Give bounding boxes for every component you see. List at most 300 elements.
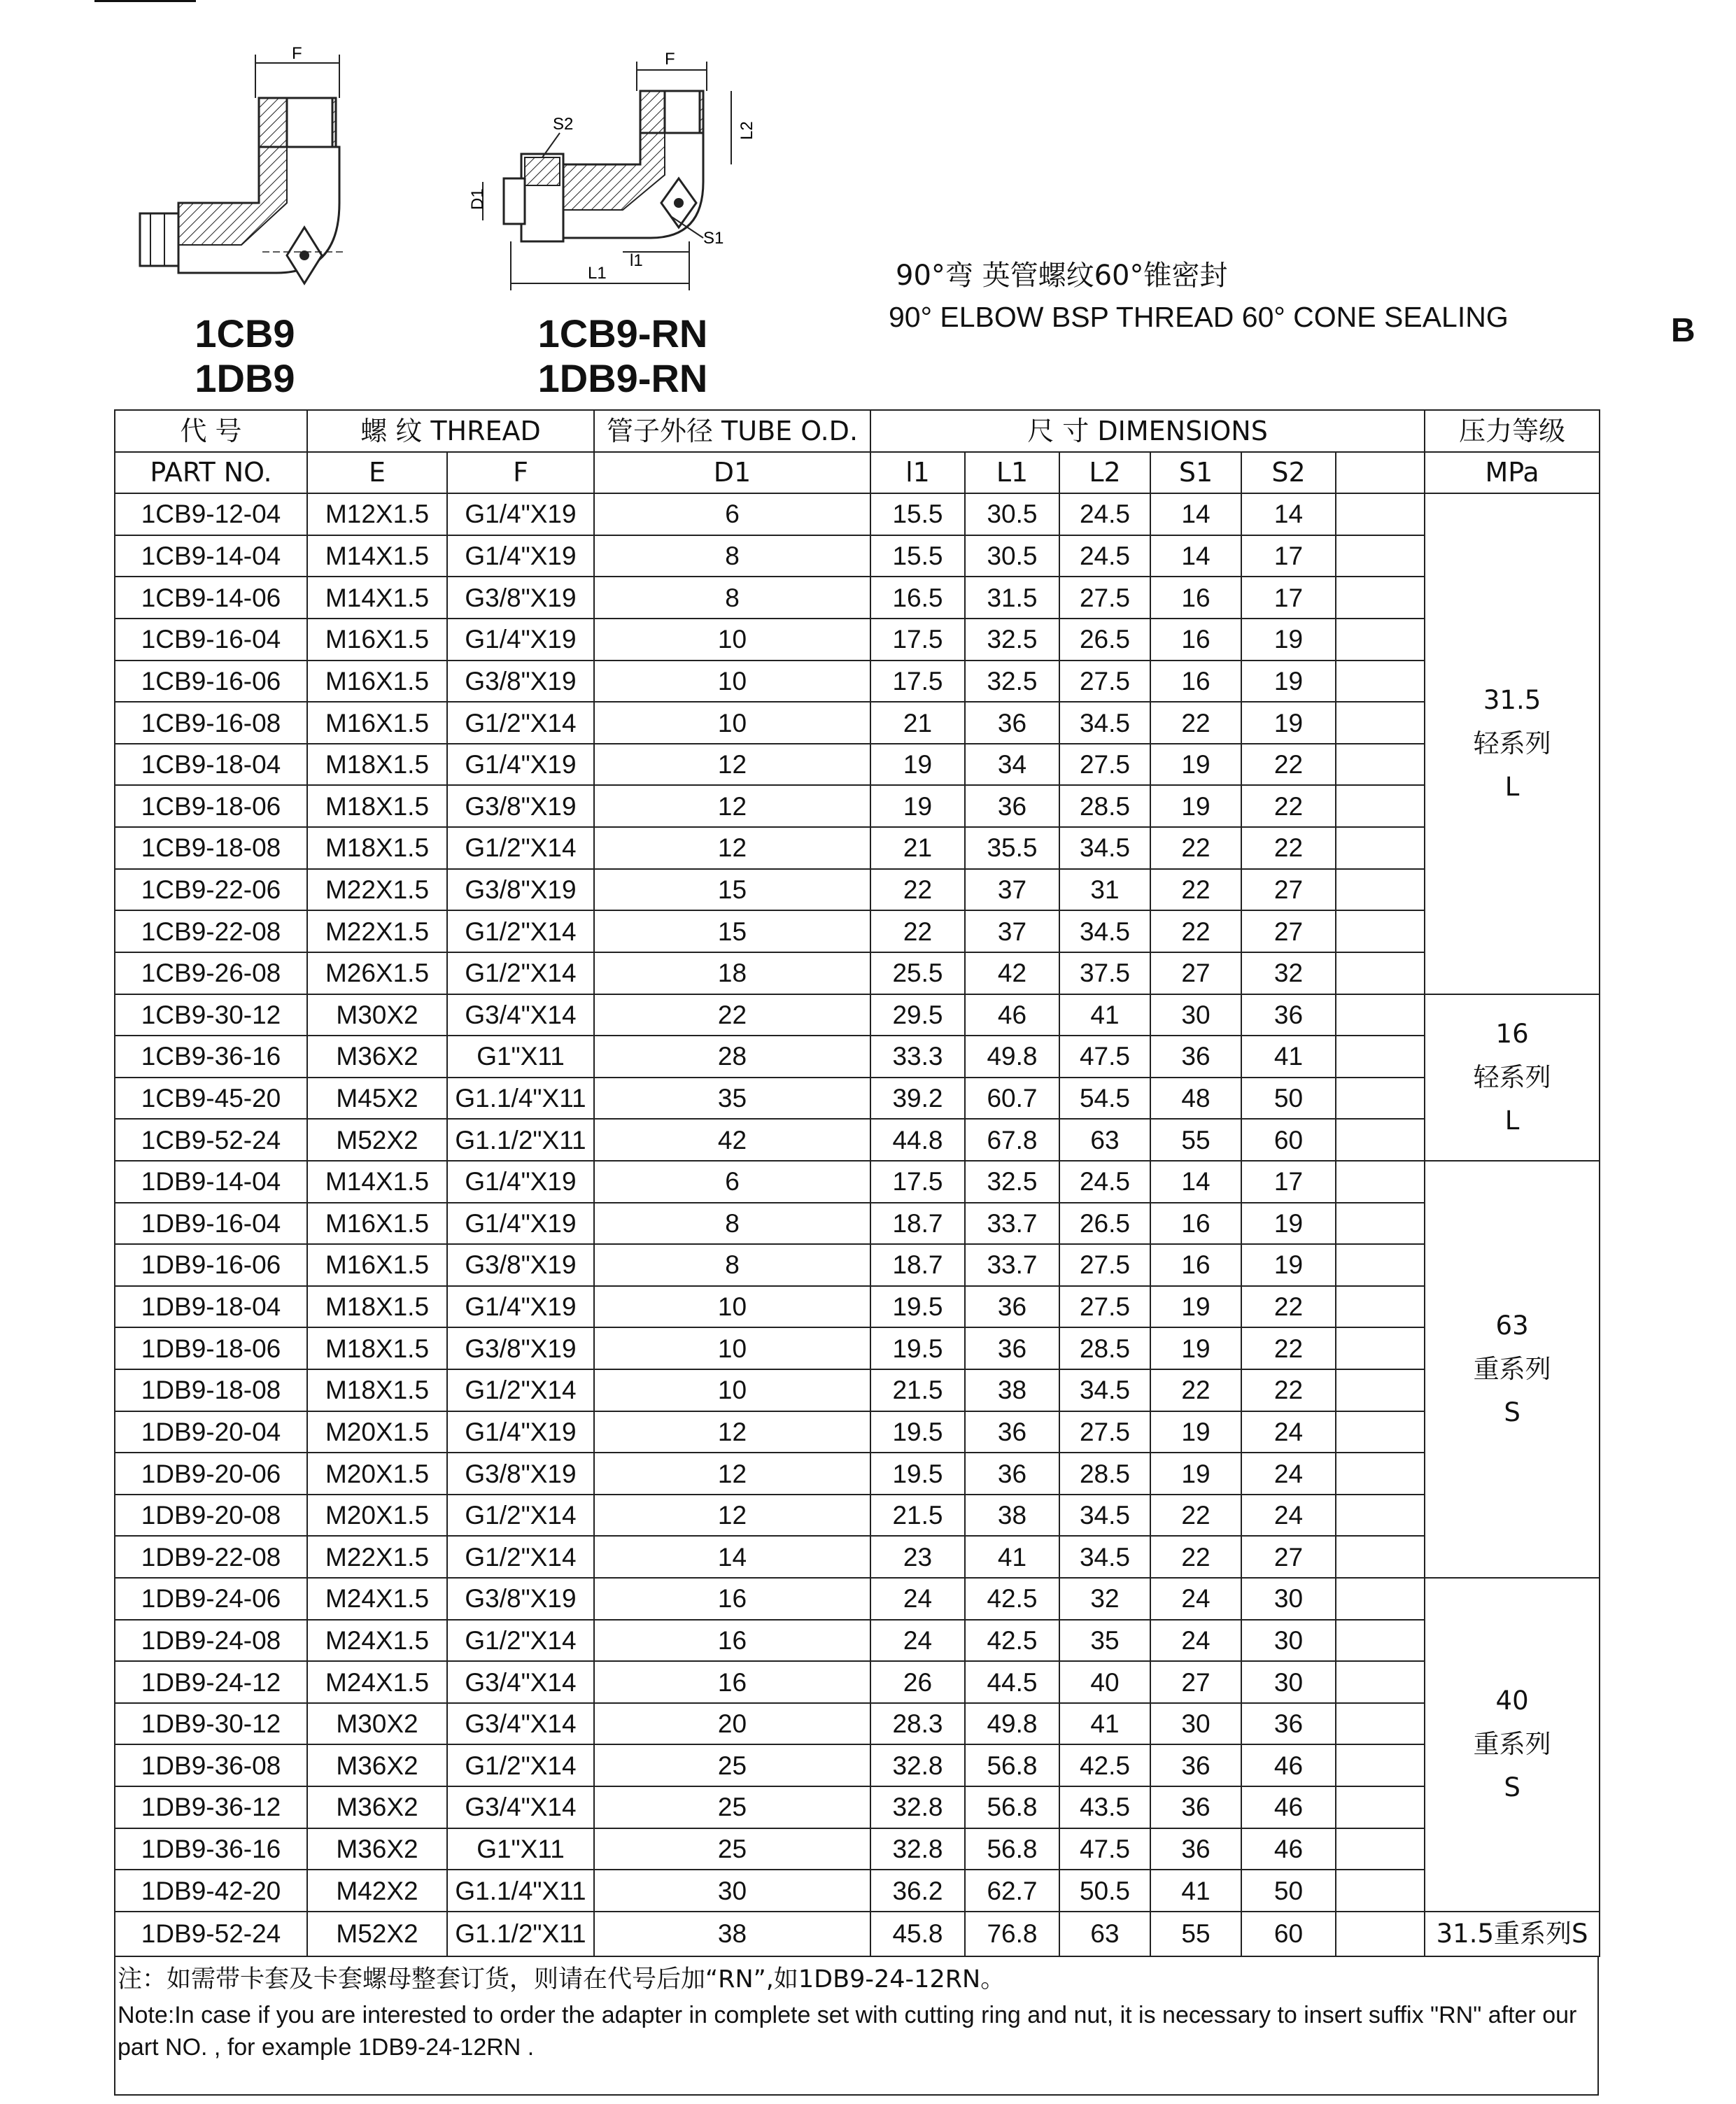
- table-cell: 24: [870, 1578, 965, 1620]
- table-cell: 21.5: [870, 1369, 965, 1411]
- table-cell: 1DB9-42-20: [115, 1870, 307, 1912]
- table-cell: 1DB9-24-12: [115, 1661, 307, 1703]
- table-cell: M14X1.5: [307, 1161, 447, 1203]
- table-cell: 19: [1241, 619, 1336, 661]
- table-cell: 41: [1059, 994, 1150, 1036]
- table-cell: 24.5: [1059, 1161, 1150, 1203]
- table-cell: 36: [965, 1286, 1059, 1328]
- table-cell: 1DB9-18-04: [115, 1286, 307, 1328]
- table-cell: G1/4"X19: [447, 535, 594, 577]
- table-cell: G1/2"X14: [447, 1495, 594, 1537]
- table-cell: 26.5: [1059, 1203, 1150, 1245]
- table-cell: 1DB9-36-08: [115, 1744, 307, 1786]
- table-cell: 8: [594, 1203, 870, 1245]
- table-cell: 16: [1150, 1203, 1241, 1245]
- table-cell: 21.5: [870, 1495, 965, 1537]
- table-cell: 14: [1150, 493, 1241, 535]
- table-cell: 60: [1241, 1119, 1336, 1161]
- table-cell-blank: [1336, 1828, 1425, 1870]
- table-cell: G1/2"X14: [447, 910, 594, 952]
- table-cell-blank: [1336, 994, 1425, 1036]
- header-e: E: [307, 452, 447, 494]
- pressure-class-line: L: [1504, 771, 1520, 802]
- table-cell: 16: [594, 1578, 870, 1620]
- table-cell: 19: [870, 744, 965, 786]
- table-cell-blank: [1336, 1119, 1425, 1161]
- table-cell: M20X1.5: [307, 1411, 447, 1453]
- table-cell: 35.5: [965, 827, 1059, 869]
- table-cell: 1DB9-20-06: [115, 1453, 307, 1495]
- dim-label-s2: S2: [553, 115, 574, 134]
- table-cell: 42.5: [1059, 1744, 1150, 1786]
- table-cell: M22X1.5: [307, 869, 447, 911]
- table-cell: G3/4"X14: [447, 1661, 594, 1703]
- table-cell: M30X2: [307, 994, 447, 1036]
- table-cell: M18X1.5: [307, 1286, 447, 1328]
- table-row: [115, 1620, 1600, 1662]
- header-part-no: PART NO.: [115, 452, 307, 494]
- table-cell: G1/2"X14: [447, 952, 594, 994]
- table-cell: 22: [1150, 869, 1241, 911]
- header-row-2: [115, 452, 1600, 494]
- table-cell: M18X1.5: [307, 785, 447, 827]
- model-label-1db9-rn: 1DB9-RN: [537, 356, 708, 400]
- table-cell-blank: [1336, 1327, 1425, 1369]
- table-cell: 36: [965, 1411, 1059, 1453]
- table-cell: 22: [1150, 702, 1241, 744]
- table-cell-blank: [1336, 619, 1425, 661]
- pressure-class-line: 40: [1495, 1686, 1529, 1716]
- elbow-drawing-cb9: [136, 42, 374, 308]
- table-cell: G1.1/2"X11: [447, 1912, 594, 1956]
- table-row: [115, 1161, 1600, 1203]
- table-cell-blank: [1336, 1870, 1425, 1912]
- table-cell-blank: [1336, 1786, 1425, 1828]
- table-cell: M26X1.5: [307, 952, 447, 994]
- table-cell: 16: [594, 1661, 870, 1703]
- table-cell: 32: [1241, 952, 1336, 994]
- table-cell: G1/4"X19: [447, 619, 594, 661]
- table-cell-blank: [1336, 1620, 1425, 1662]
- table-cell: 42.5: [965, 1578, 1059, 1620]
- table-cell: G3/8"X19: [447, 1244, 594, 1286]
- table-cell: 18: [594, 952, 870, 994]
- table-cell: 15: [594, 869, 870, 911]
- table-cell: 10: [594, 1369, 870, 1411]
- table-cell: M16X1.5: [307, 702, 447, 744]
- elbow-drawing-rn-svg: [462, 42, 756, 308]
- table-cell: 10: [594, 1286, 870, 1328]
- model-label-rn: [504, 311, 742, 401]
- table-row: [115, 1912, 1600, 1956]
- table-cell: 10: [594, 661, 870, 702]
- table-cell: 8: [594, 577, 870, 619]
- pressure-class-cell: [1425, 1912, 1600, 1956]
- table-cell: G3/4"X14: [447, 1703, 594, 1745]
- table-cell: 28.5: [1059, 1327, 1150, 1369]
- table-cell: 21: [870, 827, 965, 869]
- table-cell: G1/4"X19: [447, 1411, 594, 1453]
- table-cell: 12: [594, 785, 870, 827]
- table-cell: 38: [965, 1495, 1059, 1537]
- elbow-drawing-cb9-svg: [136, 42, 374, 308]
- table-cell: 28.5: [1059, 1453, 1150, 1495]
- table-row: [115, 1744, 1600, 1786]
- table-row: [115, 1786, 1600, 1828]
- table-cell: 36.2: [870, 1870, 965, 1912]
- table-cell: M36X2: [307, 1036, 447, 1078]
- table-cell: 15.5: [870, 535, 965, 577]
- table-cell: 1DB9-20-04: [115, 1411, 307, 1453]
- table-cell: G1/2"X14: [447, 1744, 594, 1786]
- table-cell-blank: [1336, 1495, 1425, 1537]
- table-cell-blank: [1336, 869, 1425, 911]
- table-cell: M18X1.5: [307, 744, 447, 786]
- table-cell: 19: [1241, 1244, 1336, 1286]
- table-cell: 25: [594, 1828, 870, 1870]
- table-cell: 41: [1059, 1703, 1150, 1745]
- table-cell-blank: [1336, 1244, 1425, 1286]
- table-cell: 46: [1241, 1828, 1336, 1870]
- table-cell: 56.8: [965, 1786, 1059, 1828]
- table-cell: 19: [1150, 1453, 1241, 1495]
- table-cell: 16: [1150, 619, 1241, 661]
- table-cell-blank: [1336, 744, 1425, 786]
- table-cell: 49.8: [965, 1036, 1059, 1078]
- table-cell: 42: [594, 1119, 870, 1161]
- table-cell: 40: [1059, 1661, 1150, 1703]
- table-row: [115, 785, 1600, 827]
- table-row: [115, 869, 1600, 911]
- table-cell: 44.8: [870, 1119, 965, 1161]
- table-cell: 19: [1241, 1203, 1336, 1245]
- table-cell: 16: [1150, 1244, 1241, 1286]
- pressure-class-cell: [1425, 1161, 1600, 1578]
- table-cell: 19: [1150, 1286, 1241, 1328]
- header-l1-small: l1: [870, 452, 965, 494]
- table-cell-blank: [1336, 1744, 1425, 1786]
- table-cell: 22: [1241, 785, 1336, 827]
- table-cell: 1CB9-36-16: [115, 1036, 307, 1078]
- table-cell: 1CB9-18-08: [115, 827, 307, 869]
- pressure-class-line: S: [1504, 1397, 1520, 1427]
- table-cell: 33.3: [870, 1036, 965, 1078]
- table-cell: 55: [1150, 1912, 1241, 1956]
- table-row: [115, 910, 1600, 952]
- table-cell: 1DB9-52-24: [115, 1912, 307, 1956]
- table-cell: M18X1.5: [307, 1327, 447, 1369]
- table-cell: 36: [965, 1453, 1059, 1495]
- table-cell: 1CB9-14-06: [115, 577, 307, 619]
- dim-label-l2: L2: [738, 121, 756, 140]
- table-cell: 46: [965, 994, 1059, 1036]
- table-cell-blank: [1336, 1161, 1425, 1203]
- table-cell: 30.5: [965, 535, 1059, 577]
- table-cell: M18X1.5: [307, 827, 447, 869]
- table-cell: G1.1/4"X11: [447, 1870, 594, 1912]
- table-cell: M18X1.5: [307, 1369, 447, 1411]
- table-cell-blank: [1336, 1078, 1425, 1120]
- table-cell: 62.7: [965, 1870, 1059, 1912]
- table-cell: 22: [1150, 1495, 1241, 1537]
- table-cell: M20X1.5: [307, 1495, 447, 1537]
- table-row: [115, 1828, 1600, 1870]
- table-cell: 30: [1150, 1703, 1241, 1745]
- table-cell: 22: [1241, 1327, 1336, 1369]
- table-cell: 12: [594, 827, 870, 869]
- table-cell: 54.5: [1059, 1078, 1150, 1120]
- table-cell: G1/4"X19: [447, 744, 594, 786]
- table-row: [115, 1078, 1600, 1120]
- table-cell: 1DB9-18-08: [115, 1369, 307, 1411]
- table-cell: 19: [1150, 1327, 1241, 1369]
- table-cell-blank: [1336, 827, 1425, 869]
- table-cell: 28.5: [1059, 785, 1150, 827]
- table-cell: 14: [1150, 535, 1241, 577]
- dim-label-l1: L1: [588, 264, 607, 283]
- table-cell: 42: [965, 952, 1059, 994]
- table-cell: M45X2: [307, 1078, 447, 1120]
- table-cell: 33.7: [965, 1244, 1059, 1286]
- table-cell: 27.5: [1059, 1411, 1150, 1453]
- note-chinese: 注：如需带卡套及卡套螺母整套订货，则请在代号后加“RN”,如1DB9-24-12RN。: [118, 1965, 1005, 1993]
- table-cell: M22X1.5: [307, 1536, 447, 1578]
- table-cell: 56.8: [965, 1744, 1059, 1786]
- table-cell: 46: [1241, 1786, 1336, 1828]
- table-cell: 50: [1241, 1078, 1336, 1120]
- table-cell: G3/4"X14: [447, 1786, 594, 1828]
- table-cell: 60: [1241, 1912, 1336, 1956]
- elbow-drawing-rn: [462, 42, 756, 308]
- table-cell-blank: [1336, 1661, 1425, 1703]
- table-cell: 23: [870, 1536, 965, 1578]
- table-cell: 17: [1241, 577, 1336, 619]
- model-label-cb9: [161, 311, 329, 401]
- table-cell: 38: [965, 1369, 1059, 1411]
- table-cell: 19: [870, 785, 965, 827]
- table-cell: G1/4"X19: [447, 1161, 594, 1203]
- table-cell-blank: [1336, 535, 1425, 577]
- spec-table: [114, 409, 1600, 1957]
- table-cell: 27: [1241, 1536, 1336, 1578]
- table-cell: G1/4"X19: [447, 1203, 594, 1245]
- table-cell: 12: [594, 1495, 870, 1537]
- table-cell: 60.7: [965, 1078, 1059, 1120]
- table-cell: M24X1.5: [307, 1620, 447, 1662]
- table-cell: 32.8: [870, 1744, 965, 1786]
- table-cell: 22: [1150, 1369, 1241, 1411]
- table-cell-blank: [1336, 1369, 1425, 1411]
- table-cell: 36: [1150, 1744, 1241, 1786]
- header-l2: L2: [1059, 452, 1150, 494]
- header-s2: S2: [1241, 452, 1336, 494]
- title-english: 90° ELBOW BSP THREAD 60° CONE SEALING: [889, 301, 1509, 333]
- pressure-class-line: L: [1504, 1105, 1520, 1136]
- table-cell: 1CB9-16-04: [115, 619, 307, 661]
- table-cell: 47.5: [1059, 1036, 1150, 1078]
- table-cell: 27: [1150, 1661, 1241, 1703]
- table-cell: M52X2: [307, 1912, 447, 1956]
- table-cell: 1DB9-24-08: [115, 1620, 307, 1662]
- note: [118, 1957, 1587, 2104]
- table-cell: 1DB9-22-08: [115, 1536, 307, 1578]
- table-cell: 32.8: [870, 1828, 965, 1870]
- table-cell: 41: [1241, 1036, 1336, 1078]
- table-cell: 36: [1150, 1828, 1241, 1870]
- table-cell: 8: [594, 1244, 870, 1286]
- table-cell-blank: [1336, 910, 1425, 952]
- table-cell: G1/2"X14: [447, 1620, 594, 1662]
- table-cell: G1/2"X14: [447, 702, 594, 744]
- table-cell: 1DB9-36-12: [115, 1786, 307, 1828]
- table-cell: 19.5: [870, 1286, 965, 1328]
- table-cell: 14: [594, 1536, 870, 1578]
- table-cell: 19: [1241, 661, 1336, 702]
- table-cell: M24X1.5: [307, 1578, 447, 1620]
- table-cell: 32.5: [965, 661, 1059, 702]
- dim-label-s1: S1: [703, 229, 724, 248]
- table-cell: 27.5: [1059, 1286, 1150, 1328]
- table-cell: G3/8"X19: [447, 1327, 594, 1369]
- table-cell: 19.5: [870, 1327, 965, 1369]
- table-cell: 10: [594, 619, 870, 661]
- table-row: [115, 1203, 1600, 1245]
- table-cell: 6: [594, 493, 870, 535]
- table-cell: 20: [594, 1703, 870, 1745]
- table-cell: 22: [1150, 827, 1241, 869]
- table-cell: 14: [1150, 1161, 1241, 1203]
- table-cell: G1"X11: [447, 1036, 594, 1078]
- table-cell: 34.5: [1059, 910, 1150, 952]
- table-row: [115, 1661, 1600, 1703]
- table-cell: 36: [1150, 1036, 1241, 1078]
- table-cell: M52X2: [307, 1119, 447, 1161]
- table-cell: 1CB9-22-08: [115, 910, 307, 952]
- table-row: [115, 1578, 1600, 1620]
- table-cell: 26.5: [1059, 619, 1150, 661]
- table-cell: 63: [1059, 1912, 1150, 1956]
- table-cell: 27: [1241, 910, 1336, 952]
- table-cell: 12: [594, 744, 870, 786]
- pressure-class-line: 重系列: [1473, 1729, 1551, 1760]
- pressure-class-line: 31.5: [1483, 684, 1541, 715]
- pressure-class-cell: [1425, 493, 1600, 994]
- table-cell: 34.5: [1059, 702, 1150, 744]
- table-cell-blank: [1336, 1036, 1425, 1078]
- table-row: [115, 1244, 1600, 1286]
- table-cell: 27: [1241, 869, 1336, 911]
- table-cell-blank: [1336, 702, 1425, 744]
- table-row: [115, 994, 1600, 1036]
- table-cell: 15.5: [870, 493, 965, 535]
- table-cell-blank: [1336, 661, 1425, 702]
- table-cell: G1/2"X14: [447, 1369, 594, 1411]
- header-thread: 螺 纹 THREAD: [307, 410, 594, 452]
- table-cell-blank: [1336, 785, 1425, 827]
- table-cell: 1CB9-26-08: [115, 952, 307, 994]
- table-cell: 31: [1059, 869, 1150, 911]
- table-cell: G1/2"X14: [447, 1536, 594, 1578]
- table-cell: 22: [594, 994, 870, 1036]
- table-cell: 8: [594, 535, 870, 577]
- table-cell: M14X1.5: [307, 535, 447, 577]
- table-cell: M42X2: [307, 1870, 447, 1912]
- table-cell: 31.5: [965, 577, 1059, 619]
- table-row: [115, 1411, 1600, 1453]
- table-row: [115, 744, 1600, 786]
- table-cell-blank: [1336, 1203, 1425, 1245]
- table-cell: 63: [1059, 1119, 1150, 1161]
- table-cell: 1DB9-16-06: [115, 1244, 307, 1286]
- table-cell: 30: [1241, 1578, 1336, 1620]
- table-cell: 27.5: [1059, 1244, 1150, 1286]
- table-cell: 12: [594, 1453, 870, 1495]
- table-cell: 27: [1150, 952, 1241, 994]
- table-cell: M16X1.5: [307, 661, 447, 702]
- table-cell: 34: [965, 744, 1059, 786]
- table-cell: 30: [1150, 994, 1241, 1036]
- table-row: [115, 535, 1600, 577]
- table-cell: G1.1/4"X11: [447, 1078, 594, 1120]
- table-row: [115, 1870, 1600, 1912]
- table-cell: 25.5: [870, 952, 965, 994]
- table-row: [115, 1369, 1600, 1411]
- table-cell: 37: [965, 910, 1059, 952]
- title-chinese: 90°弯 英管螺纹60°锥密封: [896, 260, 1228, 292]
- table-row: [115, 493, 1600, 535]
- dim-label-f: F: [292, 44, 302, 63]
- table-cell: 22: [1241, 827, 1336, 869]
- header-mpa: MPa: [1425, 452, 1600, 494]
- table-cell: 24: [1241, 1495, 1336, 1537]
- table-cell: 34.5: [1059, 1369, 1150, 1411]
- header-l1: L1: [965, 452, 1059, 494]
- pressure-class-cell: [1425, 1578, 1600, 1912]
- pressure-class-cell: [1425, 994, 1600, 1161]
- table-cell: 1DB9-36-16: [115, 1828, 307, 1870]
- table-cell: 50: [1241, 1870, 1336, 1912]
- table-cell: 24: [1150, 1578, 1241, 1620]
- table-cell: 18.7: [870, 1244, 965, 1286]
- table-row: [115, 827, 1600, 869]
- table-cell: 67.8: [965, 1119, 1059, 1161]
- table-cell: 22: [1150, 1536, 1241, 1578]
- table-cell: M16X1.5: [307, 619, 447, 661]
- table-cell: 35: [594, 1078, 870, 1120]
- table-cell: 30: [1241, 1620, 1336, 1662]
- model-label-1cb9: 1CB9: [195, 311, 295, 355]
- note-english: Note:In case if you are interested to order the adapter in complete set with cutting ring and nut, it is necessary to insert suffix "RN" after our part NO. , for example 1DB9-24-12RN .: [118, 2002, 1577, 2061]
- dim-label-l1-small: l1: [630, 251, 643, 270]
- table-cell: 32.5: [965, 619, 1059, 661]
- table-row: [115, 619, 1600, 661]
- table-row: [115, 1119, 1600, 1161]
- table-cell: 1DB9-24-06: [115, 1578, 307, 1620]
- table-cell: 1CB9-16-06: [115, 661, 307, 702]
- table-cell: 17.5: [870, 661, 965, 702]
- table-cell: 1DB9-18-06: [115, 1327, 307, 1369]
- table-cell: M36X2: [307, 1744, 447, 1786]
- table-cell: 25: [594, 1786, 870, 1828]
- table-row: [115, 1286, 1600, 1328]
- pressure-class-line: 轻系列: [1473, 728, 1551, 758]
- section-letter: B: [1671, 312, 1695, 349]
- table-cell: M20X1.5: [307, 1453, 447, 1495]
- table-cell: 49.8: [965, 1703, 1059, 1745]
- table-row: [115, 1453, 1600, 1495]
- table-cell: G1.1/2"X11: [447, 1119, 594, 1161]
- table-cell: 30: [594, 1870, 870, 1912]
